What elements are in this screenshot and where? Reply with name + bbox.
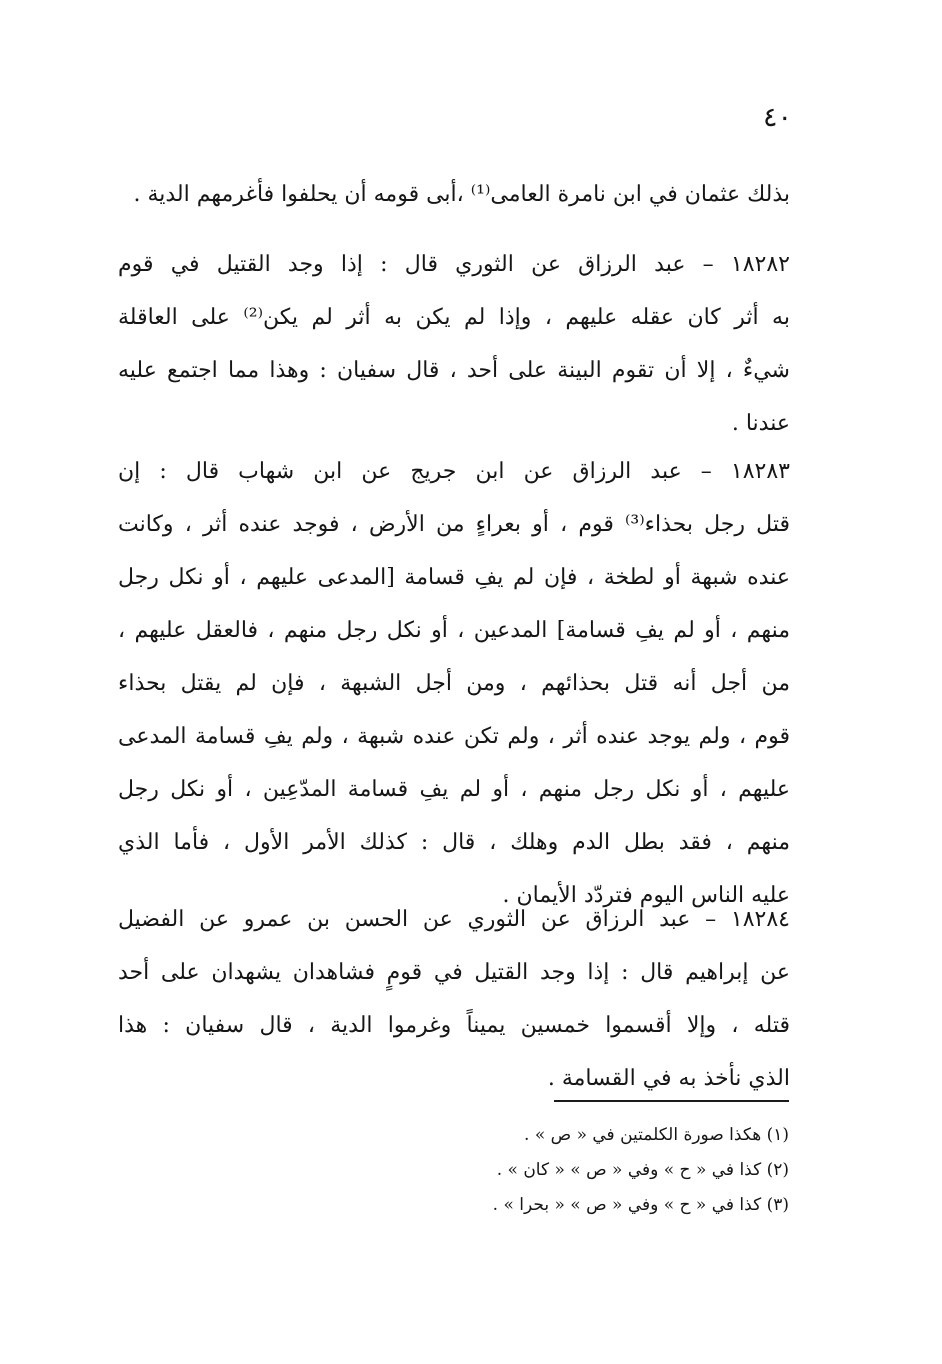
text-line: من أجل أنه قتل بحذائهم ، ومن أجل الشبهة ، فإن لم يقتل بحذاء <box>118 671 790 696</box>
paragraph-continuation <box>118 168 790 221</box>
text-line: عليه الناس اليوم فتردّد الأيمان . <box>502 883 790 908</box>
paragraph-18282 <box>118 238 790 450</box>
text-line: منهم ، فقد بطل الدم وهلك ، قال : كذلك الأمر الأول ، فأما الذي <box>118 830 790 855</box>
page-number: ٤٠ <box>762 102 792 133</box>
text-line: قتل رجل بحذاء⁽³⁾ قوم ، أو بعراءٍ من الأرض ، فوجد عنده أثر ، وكانت <box>118 512 790 537</box>
footnote-divider <box>554 1100 789 1102</box>
text-line: عندنا . <box>731 411 790 436</box>
text-line: عنده شبهة أو لطخة ، فإن لم يفِ قسامة [المدعى عليهم ، أو نكل رجل <box>118 565 790 590</box>
footnote-3: (٣) كذا في « ح » وفي « ص » « بحرا » . <box>492 1195 789 1215</box>
text-line: منهم ، أو لم يفِ قسامة] المدعين ، أو نكل رجل منهم ، فالعقل عليهم ، <box>118 618 790 643</box>
text-line: الذي نأخذ به في القسامة . <box>547 1066 790 1091</box>
text-line: به أثر كان عقله عليهم ، وإذا لم يكن به أثر لم يكن⁽²⁾ على العاقلة <box>118 305 790 330</box>
text-line: قوم ، ولم يوجد عنده أثر ، ولم تكن عنده شبهة ، ولم يفِ قسامة المدعى <box>118 724 790 749</box>
text-line: ١٨٢٨٢ – عبد الرزاق عن الثوري قال : إذا وجد القتيل في قوم <box>118 252 790 277</box>
text-line: عن إبراهيم قال : إذا وجد القتيل في قومٍ فشاهدان يشهدان على أحد <box>118 960 790 985</box>
footnote-2: (٢) كذا في « ح » وفي « ص » « كان » . <box>496 1160 789 1180</box>
text-line: ١٨٢٨٤ – عبد الرزاق عن الثوري عن الحسن بن عمرو عن الفضيل <box>118 907 790 932</box>
footnotes <box>389 1118 789 1223</box>
text-line: بذلك عثمان في ابن نامرة العامى⁽¹⁾ ،أبى قومه أن يحلفوا فأغرمهم الدية . <box>133 182 790 207</box>
text-line: عليهم ، أو نكل رجل منهم ، أو لم يفِ قسامة المدّعِين ، أو نكل رجل <box>118 777 790 802</box>
text-line: قتله ، وإلا أقسموا خمسين يميناً وغرموا الدية ، قال سفيان : هذا <box>118 1013 790 1038</box>
text-line: شيءٌ ، إلا أن تقوم البينة على أحد ، قال سفيان : وهذا مما اجتمع عليه <box>118 358 790 383</box>
text-line: ١٨٢٨٣ – عبد الرزاق عن ابن جريج عن ابن شهاب قال : إن <box>118 459 790 484</box>
footnote-1: (١) هكذا صورة الكلمتين في « ص » . <box>524 1125 789 1145</box>
paragraph-18283 <box>118 445 790 922</box>
paragraph-18284 <box>118 893 790 1105</box>
